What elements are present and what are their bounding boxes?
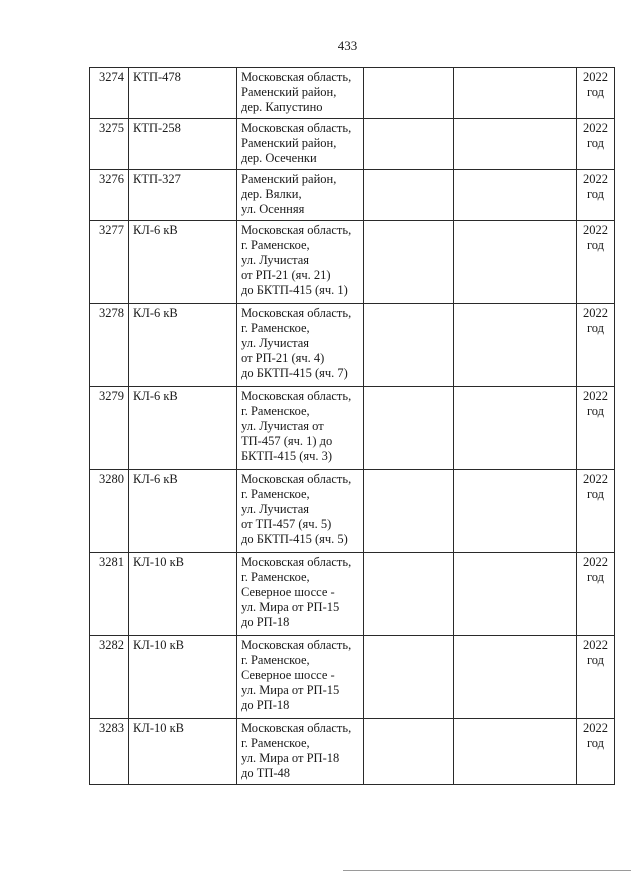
year-cell <box>577 304 615 387</box>
address-cell <box>237 68 364 119</box>
address-line: до ТП-48 <box>241 766 291 780</box>
address-line: от ТП-457 (яч. 5) <box>241 517 332 531</box>
object-name-cell: КЛ-6 кВ <box>129 470 237 553</box>
table-row <box>90 221 615 304</box>
empty-cell-col4 <box>364 119 454 170</box>
object-name-cell: КЛ-6 кВ <box>129 387 237 470</box>
address-line: Северное шоссе - <box>241 585 335 599</box>
address-line: Раменский район, <box>241 136 337 150</box>
year-line: год <box>586 85 605 99</box>
empty-cell-col5 <box>454 719 577 785</box>
year-line: 2022 <box>583 223 608 237</box>
year-cell <box>577 470 615 553</box>
address-cell <box>237 553 364 636</box>
year-line: год <box>586 136 605 150</box>
year-line: год <box>586 653 605 667</box>
address-line: дер. Осеченки <box>241 151 317 165</box>
year-cell <box>577 553 615 636</box>
table-row <box>90 170 615 221</box>
empty-cell-col4 <box>364 470 454 553</box>
empty-cell-col4 <box>364 68 454 119</box>
empty-cell-col5 <box>454 470 577 553</box>
empty-cell-col4 <box>364 221 454 304</box>
year-line: 2022 <box>583 121 608 135</box>
object-name-cell: КЛ-10 кВ <box>129 553 237 636</box>
empty-cell-col4 <box>364 387 454 470</box>
empty-cell-col4 <box>364 719 454 785</box>
address-line: дер. Вялки, <box>241 187 302 201</box>
year-line: 2022 <box>583 172 608 186</box>
year-cell <box>577 221 615 304</box>
year-line: год <box>586 736 605 750</box>
table-row <box>90 387 615 470</box>
table-row <box>90 719 615 785</box>
address-line: Раменский район, <box>241 85 337 99</box>
address-line: ул. Мира от РП-15 <box>241 683 340 697</box>
year-line: год <box>586 187 605 201</box>
page-number: 433 <box>337 38 358 53</box>
table-row <box>90 68 615 119</box>
row-number-cell: 3277 <box>90 221 129 304</box>
address-line: г. Раменское, <box>241 404 310 418</box>
empty-cell-col5 <box>454 387 577 470</box>
address-line: ТП-457 (яч. 1) до <box>241 434 333 448</box>
year-line: год <box>586 238 605 252</box>
address-line: до РП-18 <box>241 615 290 629</box>
object-name-cell: КТП-327 <box>129 170 237 221</box>
empty-cell-col4 <box>364 553 454 636</box>
row-number-cell: 3283 <box>90 719 129 785</box>
address-cell <box>237 719 364 785</box>
year-line: год <box>586 321 605 335</box>
year-line: 2022 <box>583 472 608 486</box>
address-line: ул. Лучистая <box>241 502 310 516</box>
object-name-cell: КТП-478 <box>129 68 237 119</box>
address-line: г. Раменское, <box>241 487 310 501</box>
address-line: Раменский район, <box>241 172 337 186</box>
address-cell <box>237 636 364 719</box>
year-line: год <box>586 487 605 501</box>
address-line: до БКТП-415 (яч. 5) <box>241 532 348 546</box>
year-line: 2022 <box>583 638 608 652</box>
address-line: Московская область, <box>241 389 352 403</box>
address-line: дер. Капустино <box>241 100 323 114</box>
address-line: Московская область, <box>241 721 352 735</box>
table-row <box>90 470 615 553</box>
empty-cell-col5 <box>454 553 577 636</box>
address-line: Московская область, <box>241 306 352 320</box>
address-line: ул. Лучистая <box>241 253 310 267</box>
footer-rule <box>343 870 631 871</box>
year-line: год <box>586 404 605 418</box>
year-cell <box>577 170 615 221</box>
year-line: год <box>586 570 605 584</box>
table-row <box>90 553 615 636</box>
address-line: г. Раменское, <box>241 570 310 584</box>
year-line: 2022 <box>583 721 608 735</box>
table-body <box>90 68 615 785</box>
empty-cell-col5 <box>454 221 577 304</box>
address-line: до БКТП-415 (яч. 7) <box>241 366 348 380</box>
address-line: Московская область, <box>241 472 352 486</box>
row-number-cell: 3275 <box>90 119 129 170</box>
object-name-cell: КТП-258 <box>129 119 237 170</box>
address-line: ул. Лучистая от <box>241 419 324 433</box>
year-line: 2022 <box>583 555 608 569</box>
object-name-cell: КЛ-6 кВ <box>129 221 237 304</box>
year-cell <box>577 119 615 170</box>
empty-cell-col5 <box>454 119 577 170</box>
address-cell <box>237 170 364 221</box>
object-name-cell: КЛ-10 кВ <box>129 636 237 719</box>
row-number-cell: 3280 <box>90 470 129 553</box>
empty-cell-col5 <box>454 304 577 387</box>
row-number-cell: 3278 <box>90 304 129 387</box>
year-cell <box>577 636 615 719</box>
address-line: ул. Лучистая <box>241 336 310 350</box>
address-cell <box>237 221 364 304</box>
object-name-cell: КЛ-6 кВ <box>129 304 237 387</box>
empty-cell-col5 <box>454 636 577 719</box>
address-line: г. Раменское, <box>241 321 310 335</box>
address-line: Северное шоссе - <box>241 668 335 682</box>
address-line: до РП-18 <box>241 698 290 712</box>
address-line: г. Раменское, <box>241 653 310 667</box>
address-line: до БКТП-415 (яч. 1) <box>241 283 348 297</box>
row-number-cell: 3274 <box>90 68 129 119</box>
table-row <box>90 304 615 387</box>
address-line: Московская область, <box>241 555 352 569</box>
address-line: ул. Мира от РП-15 <box>241 600 340 614</box>
object-name-cell: КЛ-10 кВ <box>129 719 237 785</box>
address-line: от РП-21 (яч. 21) <box>241 268 331 282</box>
year-line: 2022 <box>583 389 608 403</box>
address-line: г. Раменское, <box>241 238 310 252</box>
address-line: от РП-21 (яч. 4) <box>241 351 325 365</box>
empty-cell-col4 <box>364 304 454 387</box>
year-cell <box>577 387 615 470</box>
empty-cell-col4 <box>364 636 454 719</box>
address-line: ул. Мира от РП-18 <box>241 751 340 765</box>
empty-cell-col4 <box>364 170 454 221</box>
address-line: Московская область, <box>241 223 352 237</box>
address-line: г. Раменское, <box>241 736 310 750</box>
year-line: 2022 <box>583 70 608 84</box>
address-cell <box>237 387 364 470</box>
address-cell <box>237 470 364 553</box>
row-number-cell: 3276 <box>90 170 129 221</box>
address-line: БКТП-415 (яч. 3) <box>241 449 333 463</box>
row-number-cell: 3282 <box>90 636 129 719</box>
table-row <box>90 119 615 170</box>
year-line: 2022 <box>583 306 608 320</box>
objects-table <box>89 67 615 785</box>
year-cell <box>577 719 615 785</box>
row-number-cell: 3281 <box>90 553 129 636</box>
table-row <box>90 636 615 719</box>
address-line: ул. Осенняя <box>241 202 305 216</box>
empty-cell-col5 <box>454 170 577 221</box>
year-cell <box>577 68 615 119</box>
address-line: Московская область, <box>241 70 352 84</box>
address-line: Московская область, <box>241 638 352 652</box>
row-number-cell: 3279 <box>90 387 129 470</box>
empty-cell-col5 <box>454 68 577 119</box>
address-cell <box>237 119 364 170</box>
address-cell <box>237 304 364 387</box>
address-line: Московская область, <box>241 121 352 135</box>
